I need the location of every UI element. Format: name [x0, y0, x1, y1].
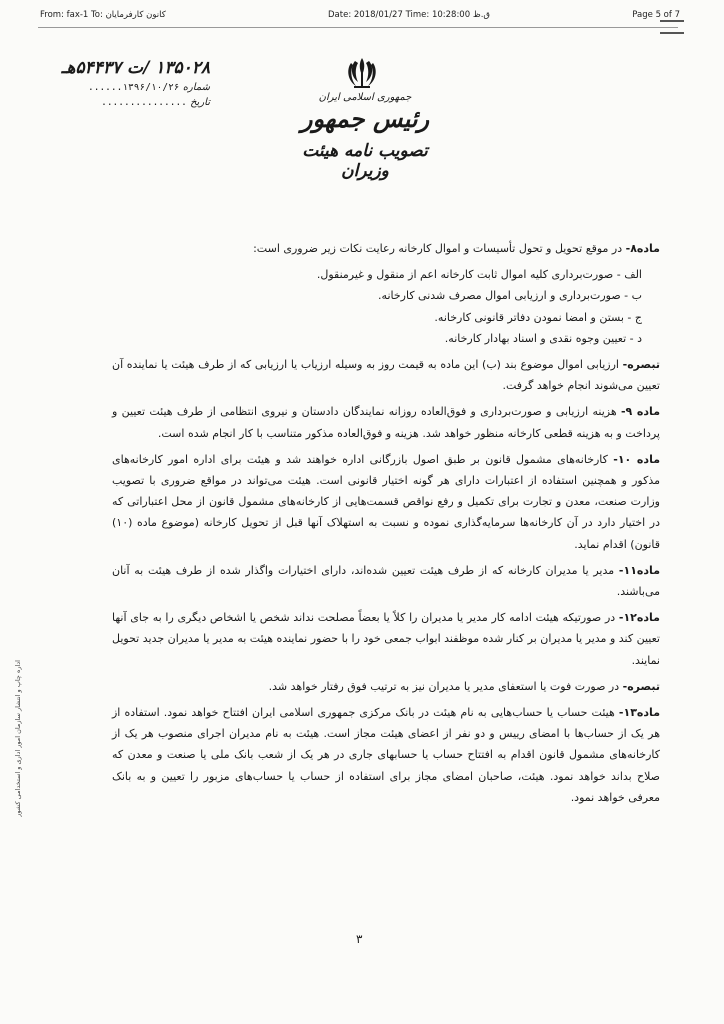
page-number: ۳: [356, 932, 363, 946]
reference-number: ۱۳۵۰۲۸ /ت ۵۴۴۳۷هـ: [61, 58, 210, 78]
article-11-text: مدیر یا مدیران کارخانه که از طرف هیئت تعیین شده‌اند، دارای اختیارات واگذار شده از طرف هیئت به آنان می‌باشند.: [112, 563, 660, 599]
article-10-label: ماده ۱۰-: [613, 452, 661, 466]
note-1: [112, 354, 660, 396]
tarikh-value: ...............: [101, 97, 187, 108]
note-2-label: تبصره-: [622, 679, 660, 693]
iran-emblem-icon: [345, 55, 379, 91]
article-8-item-a: الف - صورت‌برداری کلیه اموال ثابت کارخانه اعم از منقول و غیرمنقول.: [316, 268, 642, 282]
tarikh-row: [60, 97, 210, 108]
article-9-label: ماده ۹-: [620, 405, 661, 419]
fax-edge-marks: [660, 20, 684, 34]
shomare-row: [60, 82, 210, 93]
article-11-label: ماده۱۱-: [618, 563, 661, 577]
republic-name: جمهوری اسلامی ایران: [318, 92, 412, 103]
fax-page-indicator: Page 5 of 7: [632, 10, 680, 20]
article-8: [112, 238, 660, 259]
note-1-text: ارزیابی اموال موضوع بند (ب) این ماده به قیمت روز به وسیله ارزیاب یا ارزیابی که از طرف هیئت یا نماینده آن تعیین می‌شوند انجام خواهد گرفت.: [112, 358, 660, 393]
tarikh-label: تاریخ: [190, 97, 210, 108]
note-2-text: در صورت فوت یا استعفای مدیر یا مدیران نیز به ترتیب فوق رفتار خواهد شد.: [268, 679, 620, 693]
shomare-label: شماره: [182, 82, 210, 93]
letterhead: [280, 92, 450, 181]
article-10: [112, 449, 660, 555]
article-9: [112, 401, 660, 443]
article-8-item-b: ب - صورت‌برداری و ارزیابی اموال مصرف شدنی کارخانه.: [378, 289, 642, 303]
fax-from: From: fax-1 To: کانون کارفرمایان: [40, 10, 166, 20]
article-8-item-c: ج - بستن و امضا نمودن دفاتر قانونی کارخانه.: [434, 310, 642, 324]
note-1-label: تبصره-: [622, 358, 660, 372]
article-8-item-d: د - تعیین وجوه نقدی و اسناد بهادار کارخانه.: [444, 331, 642, 345]
article-8-label: ماده۸-: [625, 242, 660, 255]
article-13: [112, 702, 660, 808]
document-body: [112, 238, 660, 813]
article-13-text: هیئت حساب یا حساب‌هایی به نام هیئت در بانک مرکزی جمهوری اسلامی ایران افتتاح خواهد نمود. استفاده از هر یک از حساب‌ها با امضای رییس و دو نفر از اعضای هیئت مجاز است. هیئت به نام مدیران اجرای منصوب هر یک از کارخانه‌های مشمول قانون اقدام به افتتاح حساب یا حسابهای جاری در هر یک از شعب بانک ملی یا صنعت و معدن که صلاح بداند خواهد نمود. هیئت، صاحبان امضای مجاز برای استفاده از حساب یا حساب‌های مزبور را تعیین و به بانک معرفی خواهد نمود.: [112, 706, 660, 804]
presidency-title: رئیس جمهور: [300, 104, 430, 133]
article-12: [112, 607, 660, 671]
article-9-text: هزینه ارزیابی و صورت‌برداری و فوق‌العاده روزانه نمایندگان دادستان و نیروی انتظامی از طرف هیئت تعیین و پرداخت و به هزینه قطعی کارخانه منظور خواهد شد. هزینه و فوق‌العاده مذکور متناسب با کار انجام شده است.: [112, 405, 660, 440]
side-imprint: اداره چاپ و انتشار سازمان امور اداری و استخدامی کشور: [14, 660, 22, 817]
shomare-value: ۱۳۹۶/۱۰/۲۶......: [88, 82, 180, 93]
article-11: [112, 560, 660, 602]
article-8-text: در موقع تحویل و تحول تأسیسات و اموال کارخانه رعایت نکات زیر ضروری است:: [253, 242, 623, 255]
article-13-label: ماده۱۳-: [618, 706, 661, 720]
article-12-text: در صورتیکه هیئت ادامه کار مدیر یا مدیران را کلاً یا بعضاً مصلحت نداند شخص یا اشخاص دیگری را به جای آنها تعیین کند و مدیر یا مدیران بر کنار شده موظفند ابواب جمعی خود را با حضور نماینده هیئت به مدیر یا مدیران جدید تحویل نمایند.: [112, 611, 660, 667]
article-12-label: ماده۱۲-: [618, 611, 660, 625]
letter-reference: [60, 58, 210, 108]
note-2: [112, 676, 660, 697]
header-divider: [38, 27, 678, 28]
fax-date: Date: 2018/01/27 Time: 10:28:00 ق.ظ: [328, 10, 490, 20]
fax-header: [0, 8, 724, 26]
article-10-text: کارخانه‌های مشمول قانون بر طبق اصول بازرگانی اداره خواهند شد و هیئت برای اداره امور کارخانه‌های مذکور و همچنین استفاده از اعتبارات دارای هر گونه اختیار قانونی است. هیئت می‌تواند در مواقع ضروری با تصویب وزارت صنعت، معدن و تجارت برای تکمیل و رفع نواقص قسمت‌هایی از کارخانه‌های مشمول قانون از محل اعتباراتی که در اختیار دارد در آن کارخانه‌ها سرمایه‌گذاری نموده و نسبت به استهلاک آنها قبل از تحویل کارخانه (موضوع ماده (۱۰) قانون) اقدام نماید.: [112, 452, 660, 551]
cabinet-resolution-title: تصویب نامه هیئت وزیران: [302, 141, 428, 181]
